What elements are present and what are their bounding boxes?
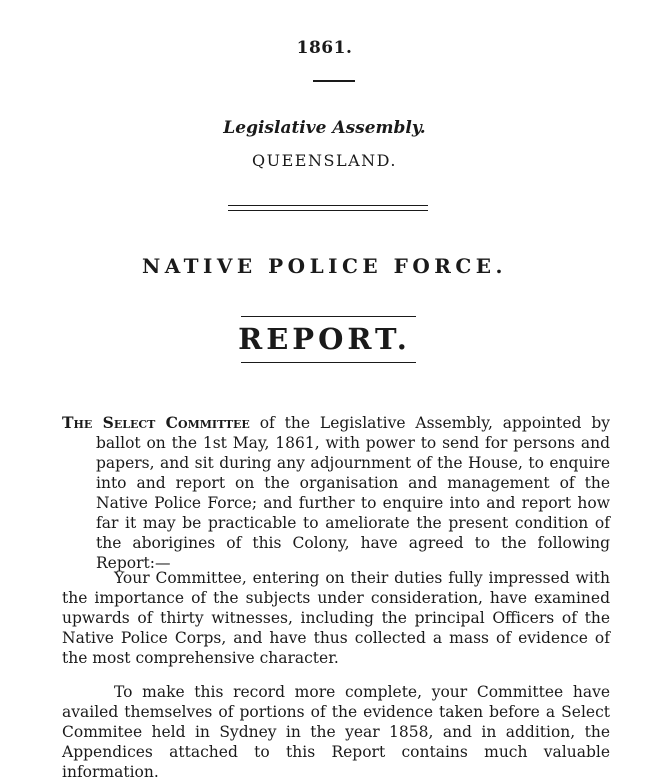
report-rule-top [241,316,416,317]
paragraph-1 [62,413,610,573]
assembly-heading: Legislative Assembly. [223,118,426,138]
paragraph-2: Your Committee, entering on their duties fully impressed with the importance of the subjects under consideration, have examined upwards of thirty witnesses, including the principal Officers of the Native Police Corps, and have thus collected a mass of evidence of the most comprehensive character. [62,569,610,667]
subject-heading: NATIVE POLICE FORCE. [141,254,508,278]
double-rule [228,205,428,211]
short-rule [313,80,355,82]
paragraph-3: To make this record more complete, your Committee have availed themselves of portions of the evidence taken before a Select Commitee held in Sydney in the year 1858, and in addition, the Appendices attached to this Report contains much valuable information. [62,683,610,781]
paragraph-1-text: of the Legislative Assembly, appointed by ballot on the 1st May, 1861, with power to send for persons and papers, and sit during any adjournment of the House, to enquire into and report on the organisation and management of the Native Police Force; and further to enquire into and report how far it may be practicable to ameliorate the present condition of the aborigines of this Colony, have agreed to the following Report:— [96,414,610,572]
state-heading: QUEENSLAND. [252,151,397,170]
report-rule-bottom [241,362,416,363]
report-title: REPORT. [238,322,411,356]
year-heading: 1861. [296,38,353,58]
paragraph-1-lead: The Select Committee [62,413,250,432]
